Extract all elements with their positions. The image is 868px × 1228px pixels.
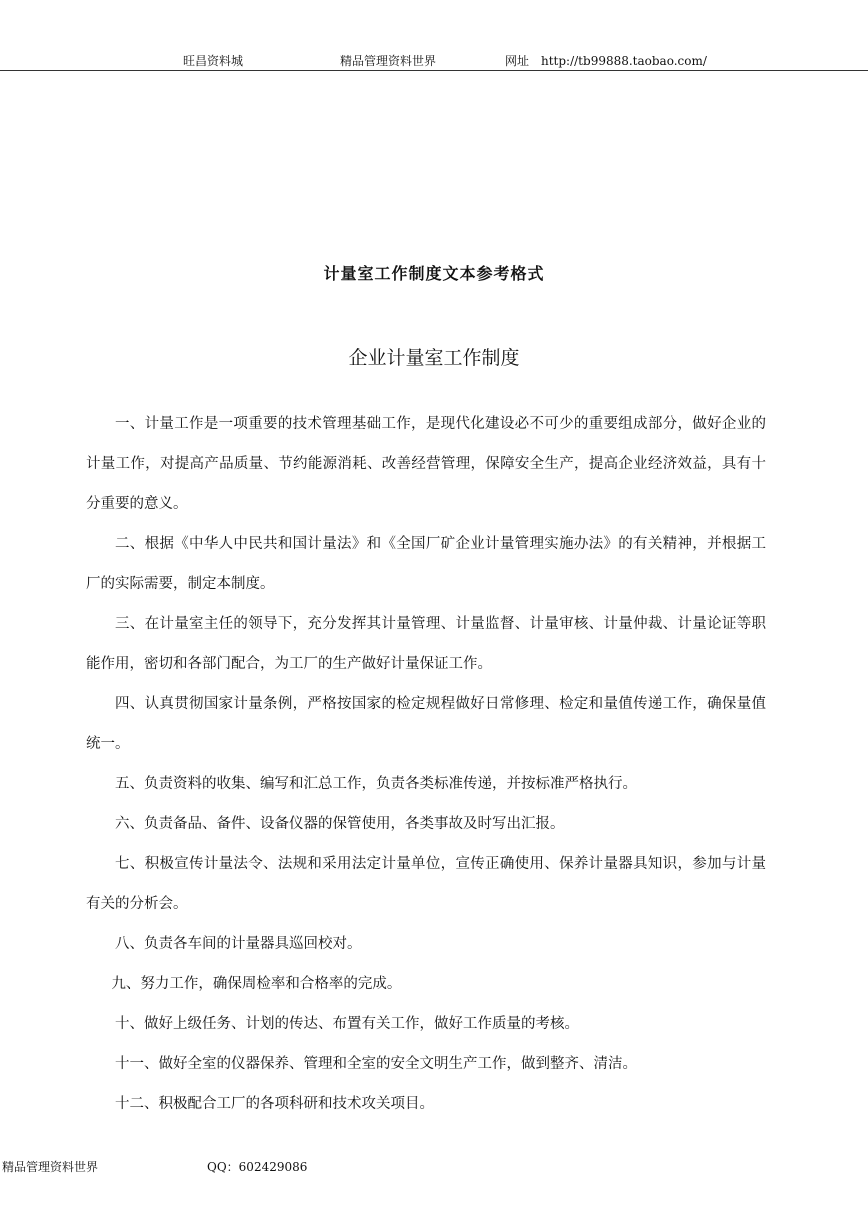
paragraph-7: 七、积极宣传计量法令、法规和采用法定计量单位，宣传正确使用、保养计量器具知识，参加与计量有关的分析会。 (86, 856, 766, 912)
paragraph-5: 五、负责资料的收集、编写和汇总工作，负责各类标准传递，并按标准严格执行。 (115, 776, 637, 792)
paragraph-10: 十、做好上级任务、计划的传达、布置有关工作，做好工作质量的考核。 (115, 1016, 579, 1032)
paragraph-11: 十一、做好全室的仪器保养、管理和全室的安全文明生产工作，做到整齐、清洁。 (115, 1056, 637, 1072)
header-site-name: 旺昌资料城 (183, 54, 244, 68)
paragraph-6: 六、负责备品、备件、设备仪器的保管使用，各类事故及时写出汇报。 (115, 816, 565, 832)
footer-slogan: 精品管理资料世界 (2, 1160, 99, 1174)
paragraph-1: 一、计量工作是一项重要的技术管理基础工作，是现代化建设必不可少的重要组成部分，做好企业的计量工作，对提高产品质量、节约能源消耗、改善经营管理，保障安全生产，提高企业经济效益，具有十分重要的意义。 (86, 416, 766, 512)
paragraph-4: 四、认真贯彻国家计量条例，严格按国家的检定规程做好日常修理、检定和量值传递工作，确保量值统一。 (86, 696, 766, 752)
page-header (0, 52, 868, 70)
paragraph-2: 二、根据《中华人中民共和国计量法》和《全国厂矿企业计量管理实施办法》的有关精神，并根据工厂的实际需要，制定本制度。 (86, 536, 766, 592)
document-title: 计量室工作制度文本参考格式 (323, 264, 545, 283)
document-body (86, 404, 766, 1124)
page-footer (0, 1158, 868, 1176)
header-website: 网址 http://tb99888.taobao.com/ (505, 54, 707, 68)
paragraph-8: 八、负责各车间的计量器具巡回校对。 (115, 936, 362, 952)
paragraph-12: 十二、积极配合工厂的各项科研和技术攻关项目。 (115, 1096, 434, 1112)
header-slogan: 精品管理资料世界 (340, 54, 437, 68)
document-subtitle: 企业计量室工作制度 (348, 347, 520, 369)
footer-qq: QQ：602429086 (207, 1160, 308, 1174)
paragraph-9: 九、努力工作，确保周检率和合格率的完成。 (111, 976, 402, 992)
paragraph-3: 三、在计量室主任的领导下，充分发挥其计量管理、计量监督、计量审核、计量仲裁、计量论证等职能作用，密切和各部门配合，为工厂的生产做好计量保证工作。 (86, 616, 766, 672)
header-divider (0, 70, 868, 71)
